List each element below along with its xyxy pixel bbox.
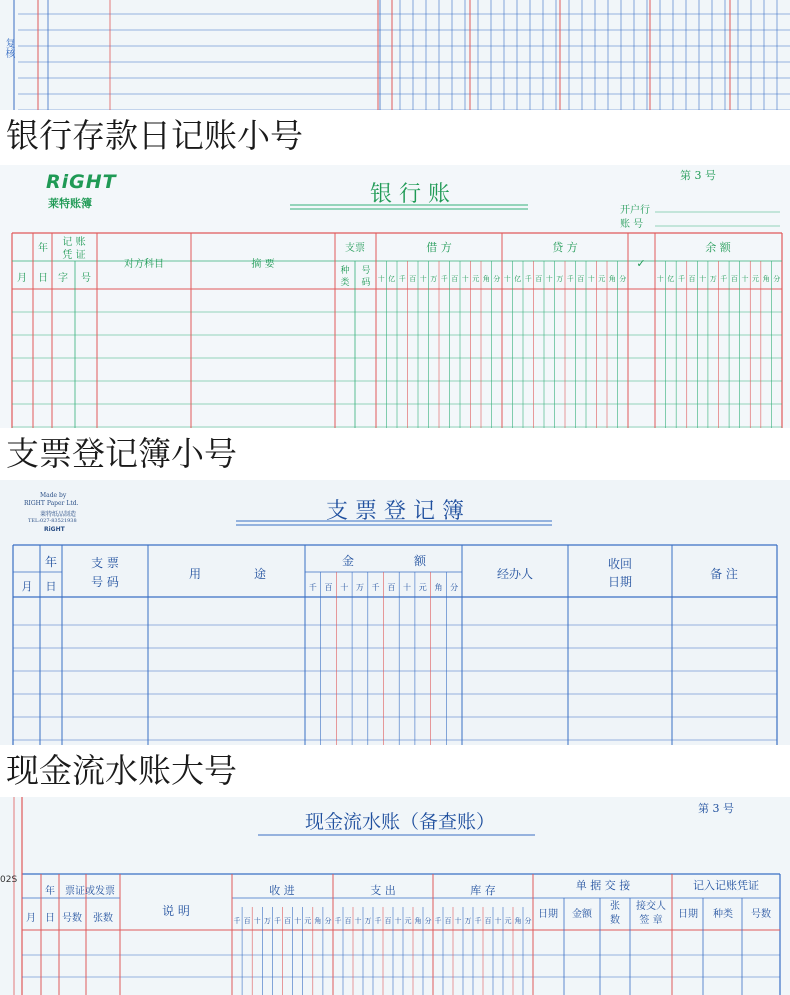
month-header: 月 [26, 913, 36, 924]
digit-label: 百 [384, 917, 392, 925]
post-no-header: 号数 [751, 909, 771, 920]
voucher-no-header: 号数 [62, 913, 82, 924]
digit-label: 千 [334, 917, 342, 925]
digit-label: 十 [503, 275, 511, 283]
summary-header: 摘 要 [251, 259, 275, 270]
digit-label: 角 [608, 275, 616, 283]
maker-line-1: Made by [40, 492, 67, 499]
digit-label: 十 [403, 583, 412, 592]
handover-date-header: 日期 [538, 909, 558, 920]
digit-label: 万 [556, 275, 564, 283]
voucher-header: 记 账 [62, 237, 86, 248]
amount-header: 额 [413, 554, 427, 568]
digit-label: 元 [598, 275, 606, 283]
handover-person-header: 签 章 [639, 915, 663, 926]
counter-account-header: 对方科目 [124, 259, 164, 270]
digit-label: 百 [451, 275, 459, 283]
amount-header: 金 [341, 554, 355, 568]
digit-label: 分 [524, 917, 532, 925]
digit-label: 千 [720, 275, 728, 283]
digit-label: 十 [394, 917, 402, 925]
digit-label: 百 [324, 583, 333, 592]
day-header: 日 [45, 913, 55, 924]
digit-label: 百 [730, 275, 738, 283]
digit-label: 千 [566, 275, 574, 283]
digit-label: 分 [324, 917, 332, 925]
digit-label: 角 [314, 917, 322, 925]
digit-label: 角 [434, 583, 443, 592]
digit-label: 十 [461, 275, 469, 283]
year-header: 年 [44, 555, 58, 569]
side-label: 复核 [3, 38, 14, 58]
digit-label: 万 [430, 275, 438, 283]
top-ledger-grid [0, 0, 790, 112]
recover-header: 收回 [607, 557, 633, 571]
digit-label: 分 [773, 275, 781, 283]
digit-label: 万 [263, 917, 271, 925]
cheque-kind-header: 类 [340, 278, 350, 288]
journal-side-code: 02S [0, 875, 18, 885]
digit-label: 百 [344, 917, 352, 925]
digit-label: 元 [404, 917, 412, 925]
digit-label: 十 [419, 275, 427, 283]
digit-label: 百 [409, 275, 417, 283]
bank-ledger-form [0, 165, 790, 428]
digit-label: 亿 [514, 275, 522, 283]
balance-header: 余 额 [705, 241, 731, 254]
cheque-header: 支票 [345, 243, 365, 254]
digit-label: 角 [414, 917, 422, 925]
digit-label: 千 [474, 917, 482, 925]
digit-label: 千 [233, 917, 241, 925]
voucher-type-header: 字 [58, 273, 68, 284]
posting-header: 记入记账凭证 [693, 879, 759, 892]
digit-label: 万 [464, 917, 472, 925]
digit-label: 万 [355, 583, 364, 592]
sheets-header: 张 [610, 901, 620, 912]
digit-label: 百 [243, 917, 251, 925]
cheque-no-header: 号 [361, 266, 371, 276]
maker-line-2: RIGHT Paper Ltd. [24, 500, 79, 507]
digit-label: 十 [699, 275, 707, 283]
handover-person-header: 接交人 [636, 901, 666, 912]
digit-label: 百 [688, 275, 696, 283]
digit-label: 千 [524, 275, 532, 283]
cash-journal-form [0, 797, 790, 995]
digit-label: 百 [444, 917, 452, 925]
maker-line-3: 莱特纸品制造 [40, 511, 77, 518]
digit-label: 千 [434, 917, 442, 925]
digit-label: 亿 [388, 275, 396, 283]
digit-label: 角 [762, 275, 770, 283]
digit-label: 千 [371, 583, 380, 592]
remark-header: 备 注 [710, 567, 738, 581]
caption-bank-ledger: 银行存款日记账小号 [0, 110, 790, 166]
digit-label: 百 [535, 275, 543, 283]
digit-label: 分 [450, 583, 459, 592]
purpose-header: 途 [253, 567, 267, 581]
post-date-header: 日期 [678, 909, 698, 920]
handover-header: 单 据 交 接 [575, 879, 631, 892]
credit-header: 贷 方 [552, 241, 578, 254]
digit-label: 十 [545, 275, 553, 283]
cheque-kind-header: 种 [340, 266, 350, 276]
year-header: 年 [45, 886, 55, 897]
sheets-header: 数 [610, 915, 620, 926]
digit-label: 角 [482, 275, 490, 283]
digit-label: 十 [354, 917, 362, 925]
digit-label: 千 [398, 275, 406, 283]
digit-label: 百 [387, 583, 396, 592]
voucher-header: 凭 证 [62, 250, 86, 261]
digit-label: 千 [374, 917, 382, 925]
digit-label: 十 [253, 917, 261, 925]
digit-label: 十 [454, 917, 462, 925]
digit-label: 千 [308, 583, 317, 592]
digit-label: 十 [294, 917, 302, 925]
digit-label: 元 [472, 275, 480, 283]
digit-label: 元 [752, 275, 760, 283]
digit-label: 十 [741, 275, 749, 283]
handler-header: 经办人 [496, 567, 534, 581]
digit-label: 十 [656, 275, 664, 283]
brand-logo: RiGHT [46, 171, 117, 193]
journal-title: 现金流水账（备查账） [304, 811, 495, 833]
description-header: 说 明 [162, 904, 190, 918]
handover-amount-header: 金额 [572, 909, 592, 920]
digit-label: 分 [619, 275, 627, 283]
caption-cheque-register: 支票登记簿小号 [0, 428, 790, 480]
digit-label: 角 [514, 917, 522, 925]
digit-label: 百 [284, 917, 292, 925]
register-title: 支 票 登 记 簿 [326, 499, 464, 524]
account-label: 账 号 [620, 219, 644, 230]
cheque-header: 支 票 [91, 556, 119, 570]
ledger-title: 银 行 账 [370, 182, 450, 207]
digit-label: 十 [587, 275, 595, 283]
month-header: 月 [17, 273, 27, 284]
digit-label: 百 [577, 275, 585, 283]
year-header: 年 [38, 243, 48, 254]
day-header: 日 [38, 273, 48, 284]
digit-label: 元 [504, 917, 512, 925]
voucher-no-header: 号 [81, 273, 91, 284]
voucher-header: 票证或发票 [65, 886, 115, 897]
month-header: 月 [21, 580, 33, 593]
digit-label: 元 [418, 583, 427, 592]
expense-header: 支 出 [370, 884, 396, 897]
digit-label: 万 [709, 275, 717, 283]
journal-form-number: 第 3 号 [698, 802, 734, 815]
digit-label: 千 [273, 917, 281, 925]
stock-header: 库 存 [470, 884, 496, 897]
voucher-count-header: 张数 [93, 913, 113, 924]
digit-label: 分 [493, 275, 501, 283]
post-kind-header: 种类 [713, 909, 733, 920]
receipt-header: 收 进 [269, 884, 295, 897]
brand-name: 莱特账簿 [48, 197, 92, 210]
cheque-no-header: 码 [361, 278, 371, 288]
cheque-register-form [0, 480, 790, 745]
digit-label: 十 [340, 583, 349, 592]
check-mark-header: ✓ [636, 257, 646, 270]
digit-label: 千 [677, 275, 685, 283]
recover-header: 日期 [607, 575, 633, 589]
top-ledger-fragment [0, 0, 790, 112]
debit-header: 借 方 [426, 241, 452, 254]
cheque-no-header: 号 码 [91, 575, 119, 589]
digit-label: 元 [304, 917, 312, 925]
digit-label: 十 [377, 275, 385, 283]
form-number: 第 3 号 [680, 169, 716, 182]
maker-line-4: TEL:027-83521938 [28, 518, 77, 524]
digit-label: 分 [424, 917, 432, 925]
digit-label: 亿 [667, 275, 675, 283]
caption-cash-journal: 现金流水账大号 [0, 745, 790, 797]
bank-label: 开户行 [620, 205, 650, 216]
digit-label: 千 [440, 275, 448, 283]
maker-logo: RiGHT [44, 526, 65, 533]
day-header: 日 [45, 580, 57, 593]
purpose-header: 用 [188, 567, 202, 581]
digit-label: 十 [494, 917, 502, 925]
digit-label: 万 [364, 917, 372, 925]
digit-label: 百 [484, 917, 492, 925]
